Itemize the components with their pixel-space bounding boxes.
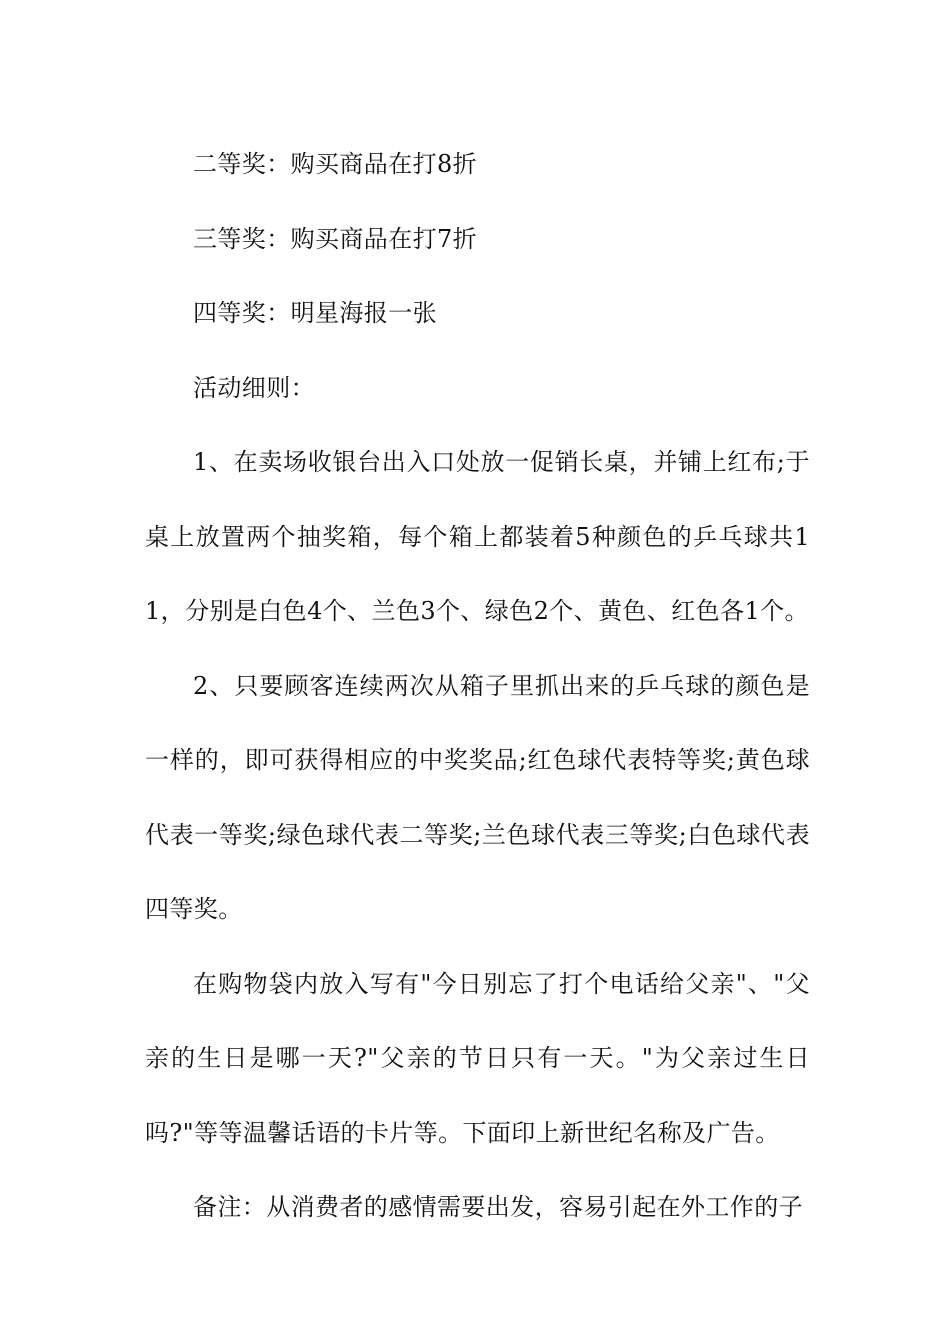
paragraph-third-prize: 三等奖：购买商品在打7折 <box>193 224 478 253</box>
paragraph-shopping-bag: 在购物袋内放入写有"今日别忘了打个电话给父亲"、"父亲的生日是哪一天?"父亲的节日只有一天。"为父亲过生日吗?"等等温馨话语的卡片等。下面印上新世纪名称及广告。 <box>145 969 810 1147</box>
paragraph-rules-heading: 活动细则： <box>193 373 315 402</box>
paragraph-rule-1: 1、在卖场收银台出入口处放一促销长桌，并铺上红布;于桌上放置两个抽奖箱，每个箱上都装着5种颜色的乒乓球共11，分别是白色4个、兰色3个、绿色2个、黄色、红色各1个。 <box>145 448 810 625</box>
document-body <box>145 127 810 1245</box>
paragraph-second-prize: 二等奖：购买商品在打8折 <box>193 150 478 178</box>
paragraph-remarks: 备注：从消费者的感情需要出发，容易引起在外工作的子 <box>193 1193 803 1221</box>
paragraph-rule-2: 2、只要顾客连续两次从箱子里抓出来的乒乓球的颜色是一样的，即可获得相应的中奖奖品;红色球代表特等奖;黄色球代表一等奖;绿色球代表二等奖;兰色球代表三等奖;白色球代表四等奖。 <box>145 671 810 923</box>
paragraph-fourth-prize: 四等奖：明星海报一张 <box>193 299 437 327</box>
